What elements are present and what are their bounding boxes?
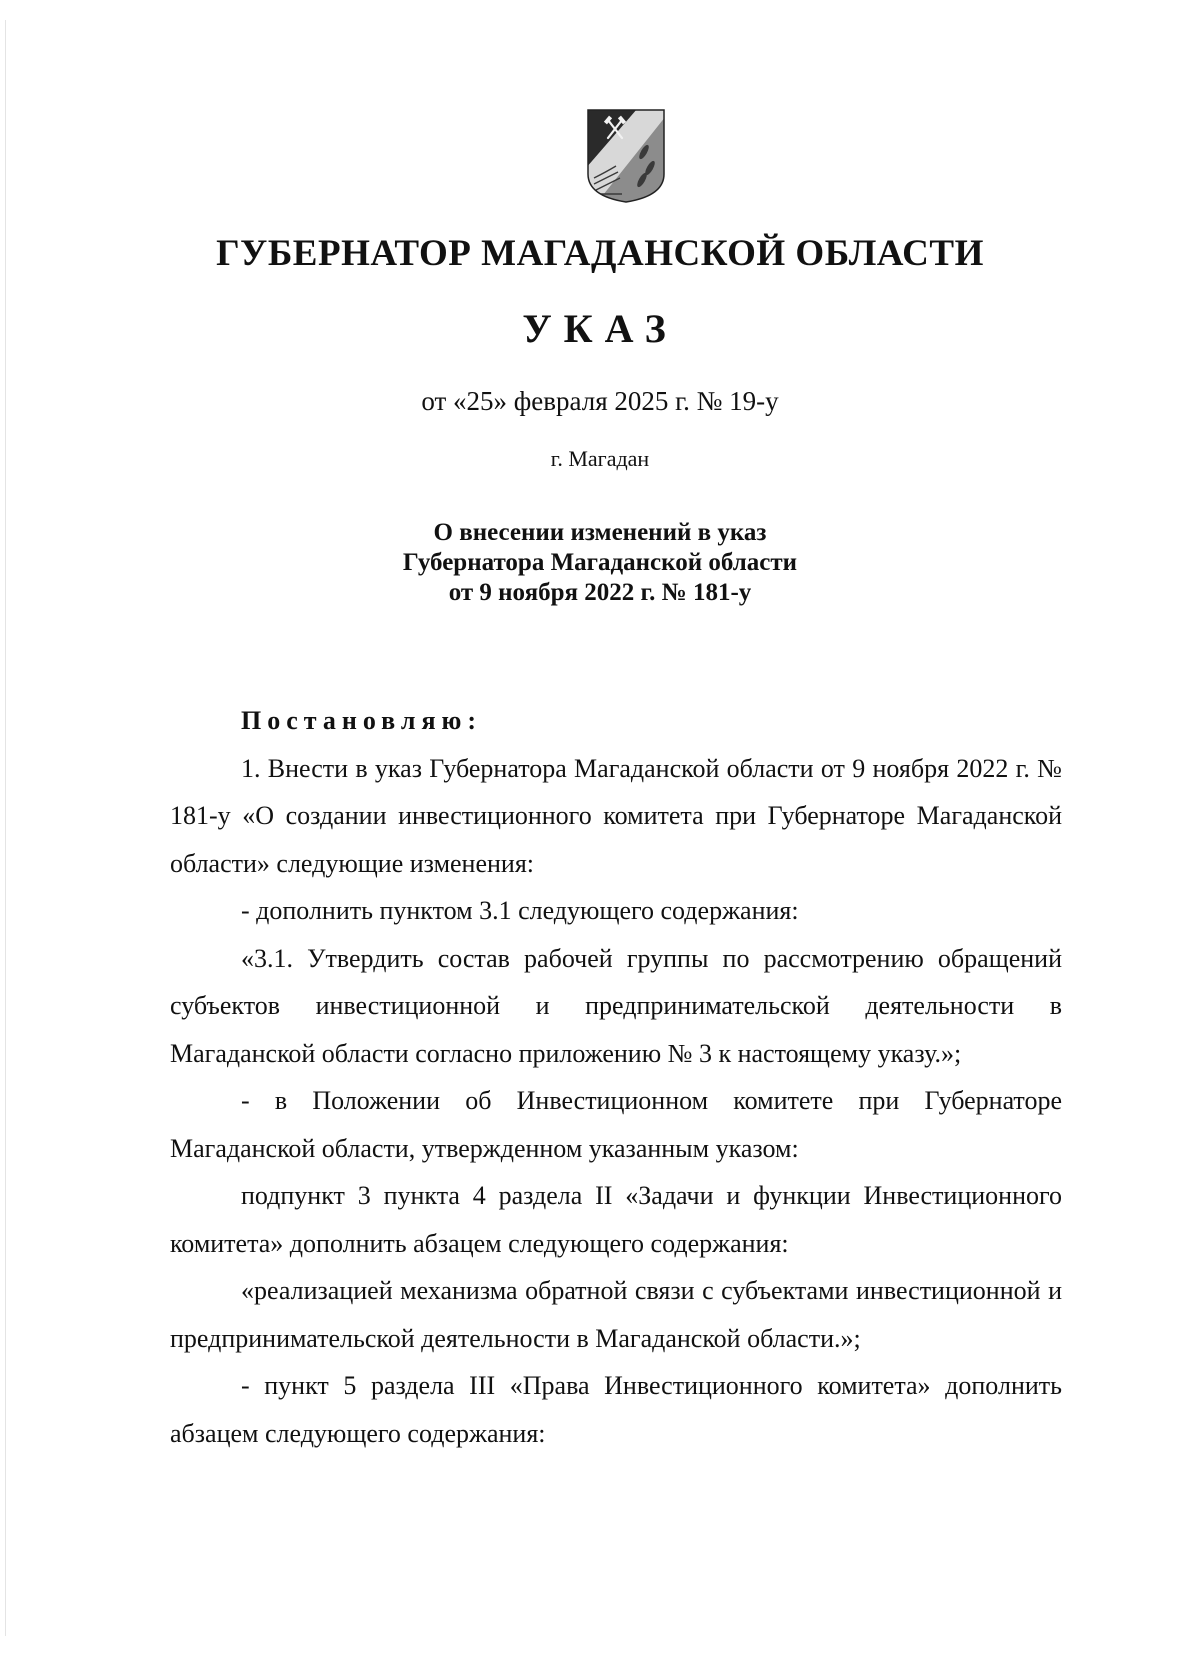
document-body [170,697,1062,1457]
magadan-coat-of-arms-icon [586,108,666,204]
authority-title: ГУБЕРНАТОР МАГАДАНСКОЙ ОБЛАСТИ [216,233,984,274]
body-paragraph: - в Положении об Инвестиционном комитете при Губернаторе Магаданской области, утвержденном указанным указом: [170,1086,1062,1163]
resolve-heading: Постановляю: [241,706,483,735]
subject-line: О внесении изменений в указ [433,519,767,546]
body-paragraph: 1. Внести в указ Губернатора Магаданской области от 9 ноября 2022 г. № 181-у «О создании инвестиционного комитета при Губернаторе Магаданской области» следующие изменения: [170,753,1062,878]
document-type-title: УКАЗ [522,306,678,351]
body-paragraph: «реализацией механизма обратной связи с субъектами инвестиционной и предпринимательской деятельности в Магаданской области.»; [170,1276,1062,1353]
body-paragraph: «3.1. Утвердить состав рабочей группы по рассмотрению обращений субъектов инвестиционной и предпринимательской деятельности в Магаданской области согласно приложению № 3 к настоящему указу.»; [170,943,1062,1068]
document-dateline: от «25» февраля 2025 г. № 19-у [421,386,779,416]
body-paragraph: - пункт 5 раздела III «Права Инвестиционного комитета» дополнить абзацем следующего содержания: [170,1371,1062,1448]
body-paragraph: подпункт 3 пункта 4 раздела II «Задачи и функции Инвестиционного комитета» дополнить абзацем следующего содержания: [170,1181,1062,1258]
body-paragraph: - дополнить пунктом 3.1 следующего содержания: [241,896,799,925]
subject-line: Губернатора Магаданской области [402,549,798,576]
document-subject [0,518,1200,608]
subject-line: от 9 ноября 2022 г. № 181-у [448,579,752,606]
document-city: г. Магадан [550,446,650,471]
